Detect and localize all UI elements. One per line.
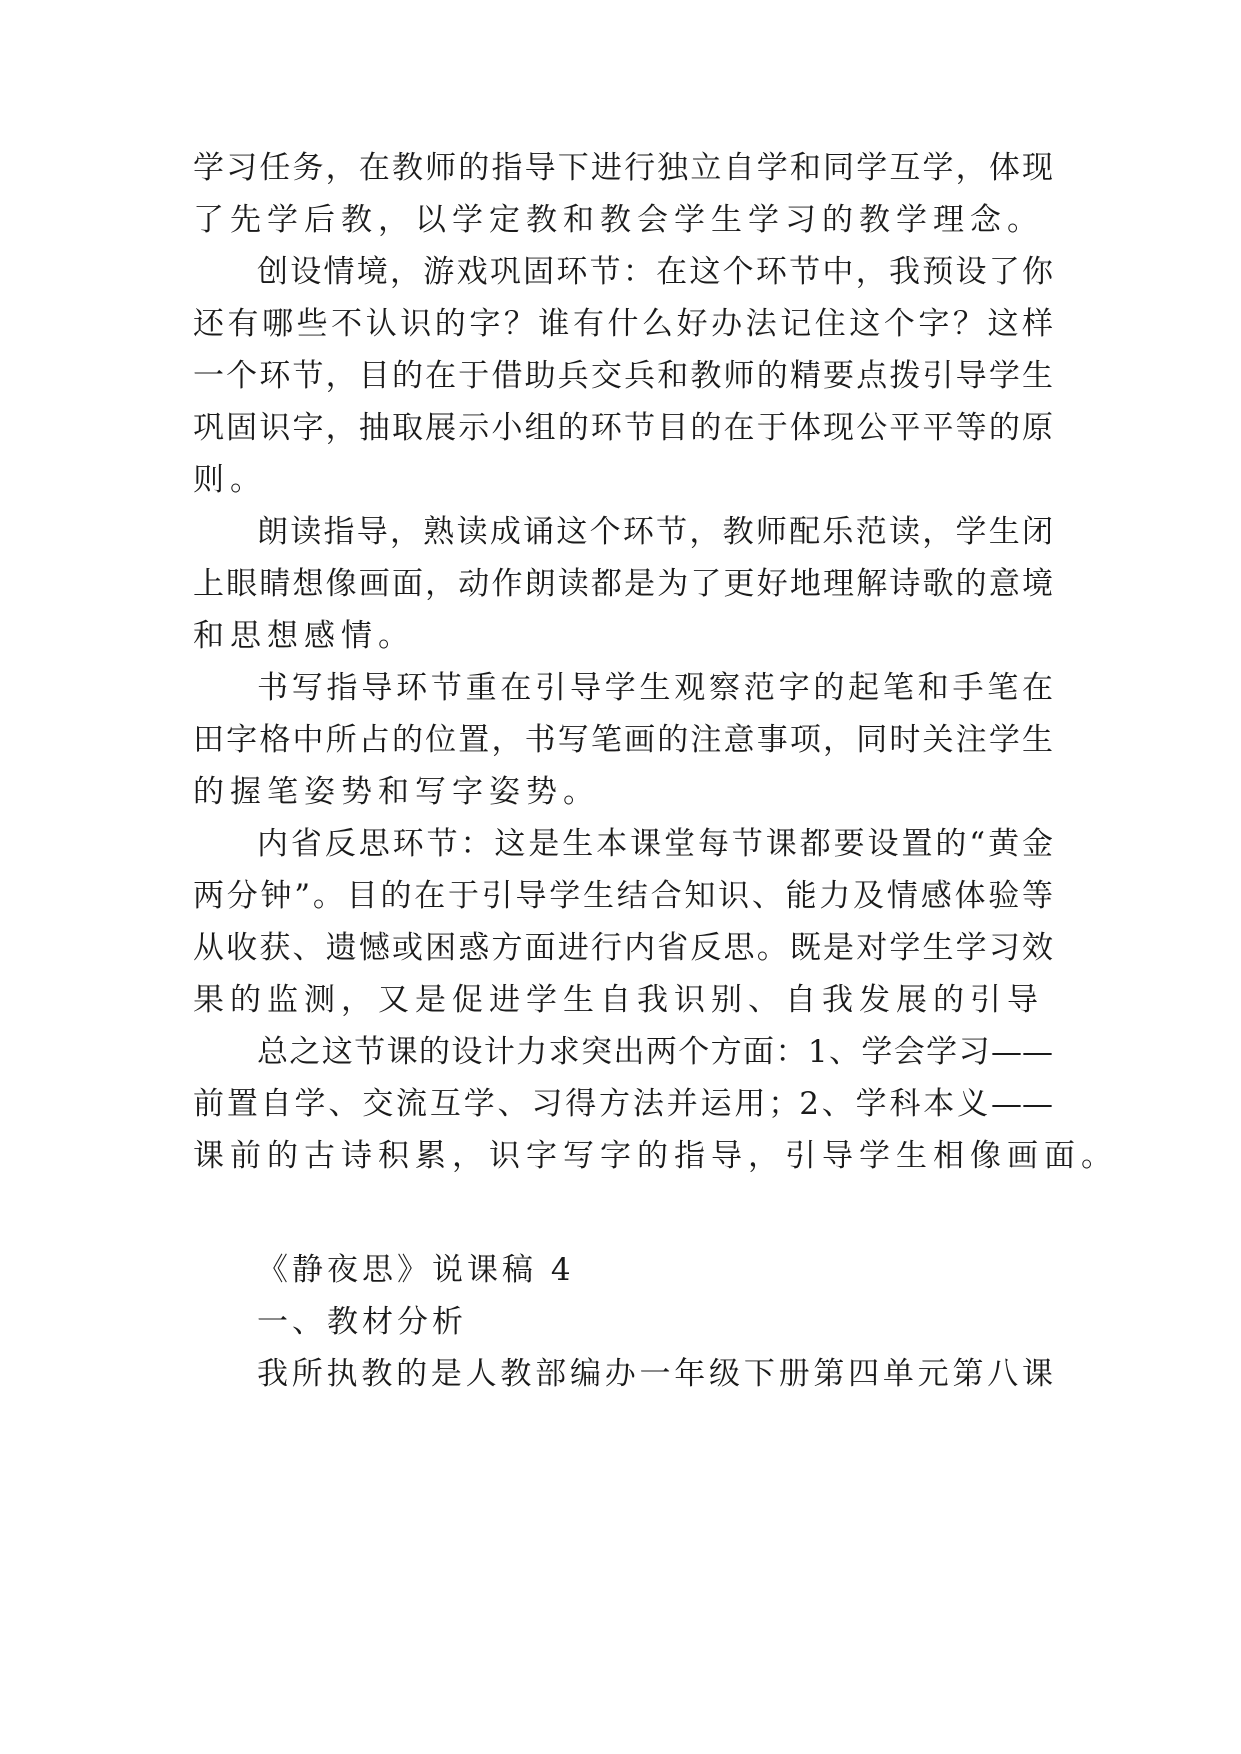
section-title: 《静夜思》说课稿 4	[257, 1252, 575, 1288]
paragraph-line: 巩固识字，抽取展示小组的环节目的在于体现公平平等的原	[193, 410, 1053, 446]
paragraph-line: 总之这节课的设计力求突出两个方面：1、学会学习——	[257, 1034, 1053, 1070]
paragraph-line: 朗读指导，熟读成诵这个环节，教师配乐范读，学生闭	[257, 514, 1053, 550]
paragraph-line: 上眼睛想像画面，动作朗读都是为了更好地理解诗歌的意境	[193, 566, 1053, 602]
paragraph-line: 还有哪些不认识的字？谁有什么好办法记住这个字？这样	[193, 306, 1053, 342]
paragraph-line: 的握笔姿势和写字姿势。	[193, 774, 600, 810]
paragraph-line: 学习任务，在教师的指导下进行独立自学和同学互学，体现	[193, 150, 1053, 186]
paragraph-line: 则。	[193, 462, 267, 498]
paragraph-line: 了先学后教，以学定教和教会学生学习的教学理念。	[193, 202, 1044, 238]
paragraph-line: 课前的古诗积累，识字写字的指导，引导学生相像画面。	[193, 1138, 1118, 1174]
paragraph-line: 一个环节，目的在于借助兵交兵和教师的精要点拨引导学生	[193, 358, 1053, 394]
paragraph-line: 从收获、遗憾或困惑方面进行内省反思。既是对学生学习效	[193, 930, 1053, 966]
paragraph-line: 两分钟”。目的在于引导学生结合知识、能力及情感体验等	[193, 878, 1053, 914]
paragraph-line: 内省反思环节：这是生本课堂每节课都要设置的“黄金	[257, 826, 1053, 862]
paragraph-line: 我所执教的是人教部编办一年级下册第四单元第八课	[257, 1356, 1053, 1392]
paragraph-line: 田字格中所占的位置，书写笔画的注意事项，同时关注学生	[193, 722, 1053, 758]
paragraph-line: 创设情境，游戏巩固环节：在这个环节中，我预设了你	[257, 254, 1053, 290]
paragraph-line: 果的监测，又是促进学生自我识别、自我发展的引导	[193, 982, 1044, 1018]
section-heading: 一、教材分析	[257, 1304, 467, 1340]
paragraph-line: 和思想感情。	[193, 618, 415, 654]
paragraph-line: 前置自学、交流互学、习得方法并运用；2、学科本义——	[193, 1086, 1053, 1122]
paragraph-line: 书写指导环节重在引导学生观察范字的起笔和手笔在	[257, 670, 1053, 706]
